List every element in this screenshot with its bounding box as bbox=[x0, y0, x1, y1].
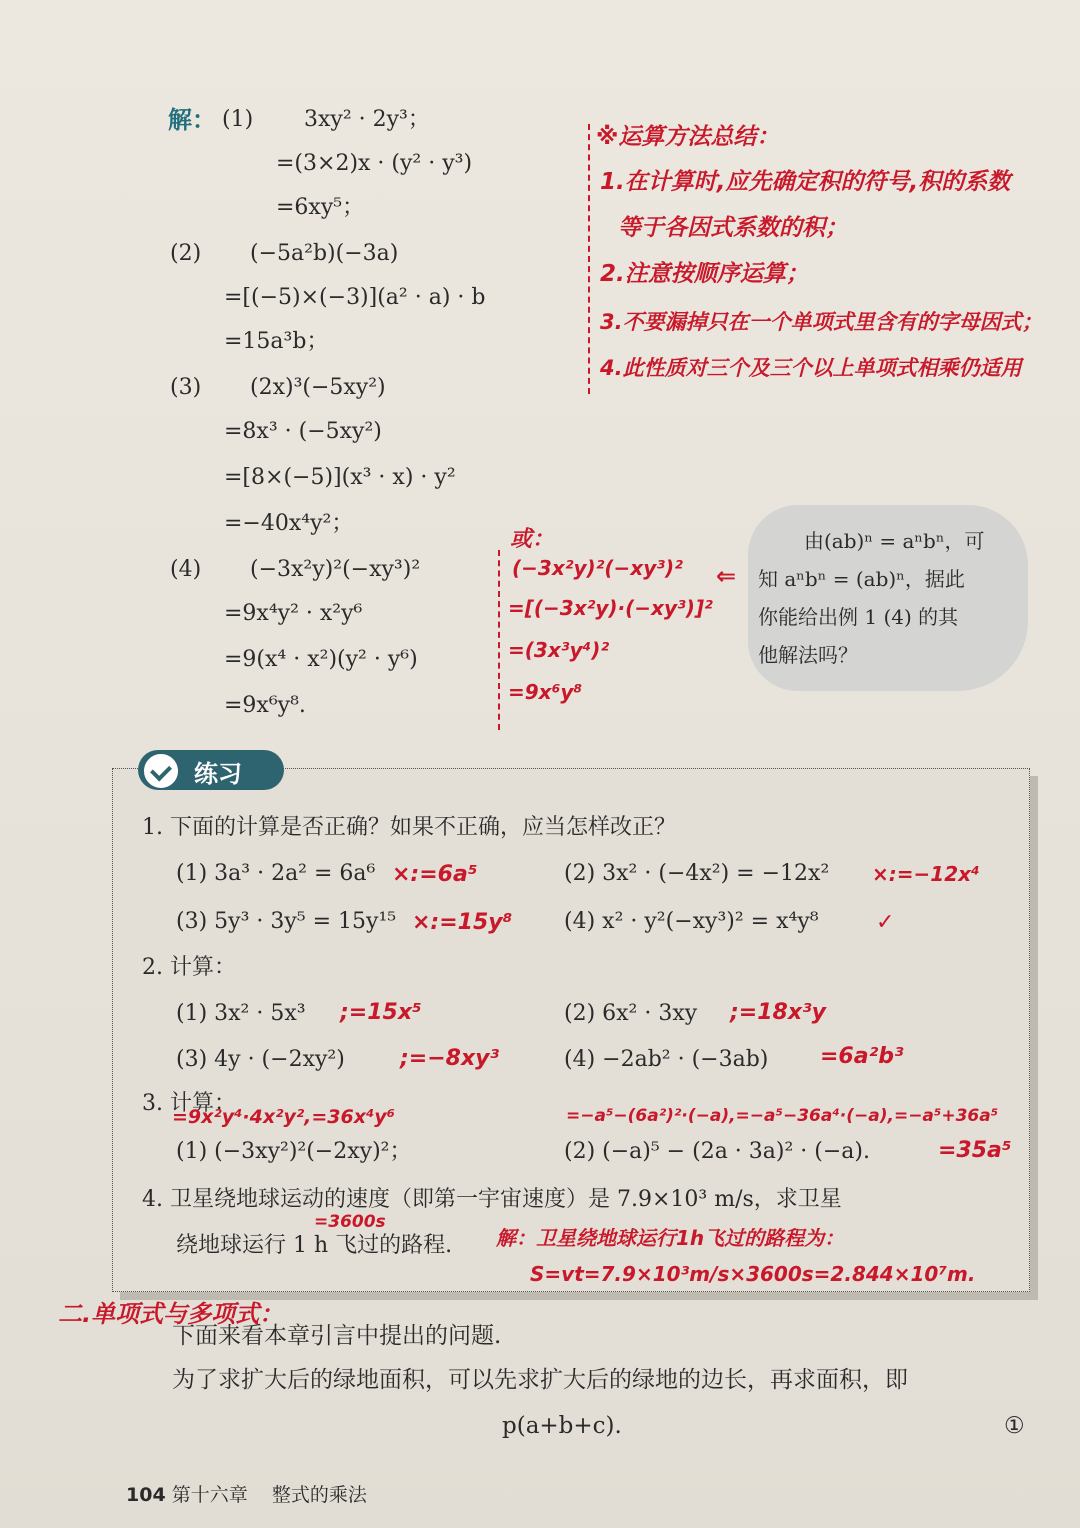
summary-divider bbox=[588, 124, 590, 394]
q1d-checkmark: ✓ bbox=[876, 910, 895, 935]
part2-line2: =[(−5)×(−3)](a² · a) · b bbox=[224, 285, 486, 310]
alt-line4: =9x⁶y⁸ bbox=[508, 680, 583, 704]
part3-line4: =−40x⁴y²； bbox=[224, 511, 354, 536]
q2b-expr: (2) 6x² · 3xy bbox=[564, 1001, 698, 1026]
q2c-note: ;=−8xy³ bbox=[400, 1046, 500, 1071]
q1a-note: ×:=6a⁵ bbox=[392, 862, 478, 887]
check-badge-icon bbox=[142, 752, 180, 790]
q3a-expr: (1) (−3xy²)²(−2xy)²； bbox=[176, 1139, 412, 1164]
part4-line3: =9(x⁴ · x²)(y² · y⁶) bbox=[224, 647, 418, 672]
alt-line1: (−3x²y)²(−xy³)² bbox=[512, 556, 683, 580]
q4-line2: 绕地球运行 1 h 飞过的路程. bbox=[176, 1233, 453, 1258]
formula-number: ① bbox=[1004, 1413, 1025, 1439]
solution-label: 解： bbox=[168, 106, 216, 134]
summary-item-3: 3.不要漏掉只在一个单项式里含有的字母因式； bbox=[600, 310, 1043, 334]
alt-line2: =[(−3x²y)·(−xy³)]² bbox=[508, 596, 713, 620]
q2a-note: ;=15x⁵ bbox=[340, 1000, 422, 1025]
bubble-line1: 由(ab)ⁿ = aⁿbⁿ，可 bbox=[804, 529, 985, 553]
q3b-expr: (2) (−a)⁵ − (2a · 3a)² · (−a). bbox=[564, 1139, 870, 1164]
bubble-line2: 知 aⁿbⁿ = (ab)ⁿ，据此 bbox=[758, 567, 965, 591]
q2a-expr: (1) 3x² · 5x³ bbox=[176, 1001, 306, 1026]
bubble-line4: 他解法吗？ bbox=[758, 643, 858, 667]
part1-number: (1) bbox=[222, 107, 254, 132]
chapter-label: 第十六章 bbox=[171, 1484, 248, 1506]
summary-item-1: 1.在计算时,应先确定积的符号,积的系数 bbox=[600, 169, 1011, 195]
q2-text: 2. 计算： bbox=[142, 955, 236, 980]
q4-line1: 4. 卫星绕地球运动的速度（即第一宇宙速度）是 7.9×10³ m/s，求卫星 bbox=[142, 1187, 842, 1212]
q4-solution-line2: S=vt=7.9×10³m/s×3600s=2.844×10⁷m. bbox=[530, 1262, 976, 1286]
alt-line3: =(3x³y⁴)² bbox=[508, 638, 610, 662]
summary-item-4: 4.此性质对三个及三个以上单项式相乘仍适用 bbox=[600, 356, 1022, 380]
chapter-title: 整式的乘法 bbox=[271, 1484, 367, 1506]
arrow-left-icon: ⇐ bbox=[716, 562, 737, 590]
q1a-expr: (1) 3a³ · 2a² = 6a⁶ bbox=[176, 861, 376, 886]
part1-line1: 3xy² · 2y³； bbox=[304, 107, 430, 132]
q4-solution-line1: 解：卫星绕地球运行1h飞过的路程为： bbox=[496, 1226, 845, 1250]
q2d-note: =6a²b³ bbox=[820, 1044, 904, 1069]
q1d-expr: (4) x² · y²(−xy³)² = x⁴y⁸ bbox=[564, 909, 819, 934]
part4-number: (4) bbox=[170, 557, 202, 582]
part4-line1: (−3x²y)²(−xy³)² bbox=[250, 557, 421, 582]
part3-line3: =[8×(−5)](x³ · x) · y² bbox=[224, 465, 456, 490]
page-number: 104 bbox=[126, 1484, 166, 1506]
part2-line3: =15a³b； bbox=[224, 329, 329, 354]
summary-item-2: 2.注意按顺序运算； bbox=[600, 261, 809, 287]
practice-tab-label: 练习 bbox=[194, 760, 242, 788]
q1b-note: ×:=−12x⁴ bbox=[872, 862, 980, 886]
q2d-expr: (4) −2ab² · (−3ab) bbox=[564, 1047, 769, 1072]
practice-tab bbox=[138, 750, 284, 790]
q3b-note: =35a⁵ bbox=[938, 1138, 1012, 1163]
q3-text: 3. 计算： bbox=[142, 1091, 236, 1116]
summary-item-1b: 等于各因式系数的积； bbox=[618, 215, 848, 241]
q1c-expr: (3) 5y³ · 3y⁵ = 15y¹⁵ bbox=[176, 909, 397, 934]
summary-title: ※运算方法总结： bbox=[596, 124, 780, 150]
part4-line2: =9x⁴y² · x²y⁶ bbox=[224, 601, 363, 626]
alt-divider bbox=[498, 550, 500, 730]
formula: p(a+b+c). bbox=[502, 1413, 622, 1439]
section2-paragraph1: 下面来看本章引言中提出的问题. bbox=[172, 1323, 502, 1349]
part1-line3: =6xy⁵； bbox=[276, 195, 365, 220]
alt-title: 或： bbox=[510, 527, 555, 552]
bubble-line3: 你能给出例 1 (4) 的其 bbox=[758, 605, 959, 629]
q4-hour-note: =3600s bbox=[314, 1212, 386, 1232]
section2-paragraph2: 为了求扩大后的绿地面积，可以先求扩大后的绿地的边长，再求面积，即 bbox=[172, 1367, 908, 1393]
section2-heading: 二.单项式与多项式： bbox=[58, 1300, 284, 1328]
part4-line4: =9x⁶y⁸. bbox=[224, 693, 306, 718]
part2-line1: (−5a²b)(−3a) bbox=[250, 241, 399, 266]
part3-number: (3) bbox=[170, 375, 202, 400]
part3-line1: (2x)³(−5xy²) bbox=[250, 375, 386, 400]
part1-line2: =(3×2)x · (y² · y³) bbox=[276, 151, 473, 176]
q3b-work: =−a⁵−(6a²)²·(−a),=−a⁵−36a⁴·(−a),=−a⁵+36a⁵ bbox=[566, 1106, 999, 1126]
part2-number: (2) bbox=[170, 241, 202, 266]
part3-line2: =8x³ · (−5xy²) bbox=[224, 419, 382, 444]
q1b-expr: (2) 3x² · (−4x²) = −12x² bbox=[564, 861, 830, 886]
q1c-note: ×:=15y⁸ bbox=[412, 910, 513, 935]
q2b-note: ;=18x³y bbox=[730, 1000, 827, 1025]
q3a-note: =9x²y⁴·4x²y²,=36x⁴y⁶ bbox=[172, 1106, 396, 1128]
q1-text: 1. 下面的计算是否正确？如果不正确，应当怎样改正？ bbox=[142, 815, 676, 840]
page-footer bbox=[126, 1480, 367, 1507]
q2c-expr: (3) 4y · (−2xy²) bbox=[176, 1047, 345, 1072]
